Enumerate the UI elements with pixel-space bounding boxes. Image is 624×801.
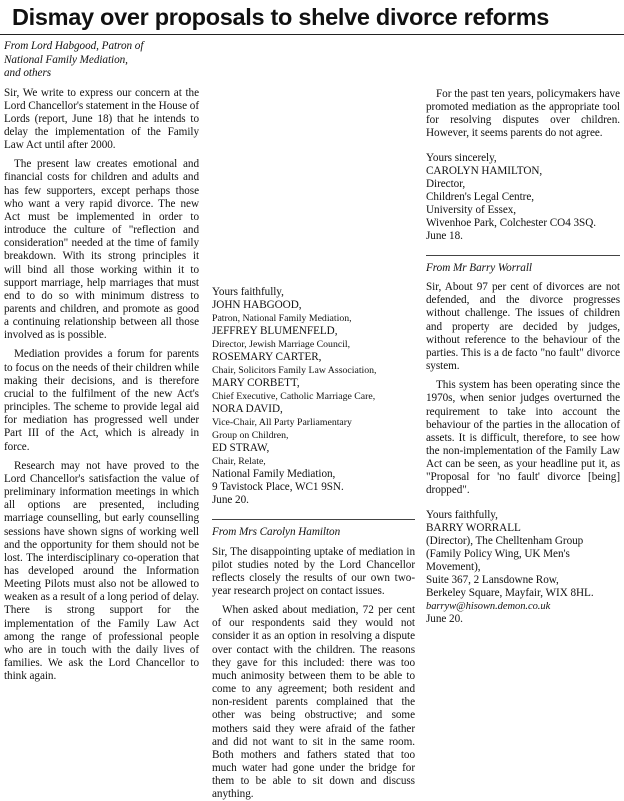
letter1-signatures: Yours faithfully, JOHN HABGOOD, Patron, National Family Mediation, JEFFREY BLUMENFELD, Director, Jewish Marriage Council, ROSEMARY CARTER, Chair, Solicitors Family Law Association, MARY CORBETT, Chief Executive, Catholic Marriage Care, NORA DAVID, Vice-Chair, All Party Parliamentary Group on Children, ED STRAW, Chair, Relate, National Family Mediation, 9 Tavistock Place, WC1 9SN. June 20. xyxy=(212,286,415,507)
letter2-byline: From Mrs Carolyn Hamilton xyxy=(212,526,341,538)
letter2-signature: Yours sincerely, CAROLYN HAMILTON, Director, Children's Legal Centre, University of Essex, Wivenhoe Park, Colchester CO4 3SQ. June 18. xyxy=(426,151,596,242)
letter1-byline: From Lord Habgood, Patron of National Family Mediation, and others xyxy=(4,40,144,79)
letter1-paragraph: Research may not have proved to the Lord Chancellor's satisfaction the value of preliminary information meetings in which all options are presented, including marriage counselling, but early counselling sessions have shown signs of working well and the opportunity for them should not be lost. The interdisciplinary co-operation that has developed around the Information Meeting Pilots must also not be allowed to weaken as a result of a long period of delay. There is strong support for the implementation of the Family Law Act among the range of professional people who are in touch with the daily lives of families. We ask the Lord Chancellor to think again. xyxy=(4,459,199,683)
letter1-signoff: Yours faithfully, xyxy=(212,286,284,298)
letter3-email: barryw@hisown.demon.co.uk xyxy=(426,600,551,612)
column-1 xyxy=(4,36,199,683)
letter3-paragraph: This system has been operating since the 1970s, when senior judges overturned the requirement to take into account the behaviour of the parties in the allocation of assets. It is difficult, therefore, to see how the non-implementation of the Family Law Act can be seen, as your headline put it, as "Proposal for 'no fault' divorce [being] dropped". xyxy=(426,379,620,497)
letter1-date: June 20. xyxy=(212,494,249,506)
letter2-continuation-space xyxy=(426,36,620,88)
letter3-byline: From Mr Barry Worrall xyxy=(426,261,532,274)
letter1-paragraph: The present law creates emotional and financial costs for children and adults and has few supporters, except perhaps those who want a very rapid divorce. The new Act must be implemented in order to introduce the culture of "reflection and consideration" needed at the time of family breakdown. With its strong principles it will bind all those working within it to support marriage, help marriages that must end to do so with minimum distress to parents and children, and promote as good a continuing relationship between all those involved as is possible. xyxy=(4,158,199,342)
letter-separator xyxy=(212,519,415,520)
column-3 xyxy=(426,36,620,625)
letter3-date: June 20. xyxy=(426,612,463,625)
headline-rule xyxy=(0,34,624,35)
column-2 xyxy=(212,36,415,801)
letter2-paragraph: When asked about mediation, 72 per cent of our respondents said they would not consider it as an option in resolving a dispute over contact with the children. The reasons they gave for this included: there was too much animosity between them to be able to come to any agreement; both resident and non-resident parents complained that the other was being obstructive; and some mothers said they were afraid of the father and did not want to sit in the same room. Both mothers and fathers stated that too much water had gone under the bridge for them to be able to sit down and discuss anything. xyxy=(212,604,415,801)
letter1-paragraph: Sir, We write to express our concern at the Lord Chancellor's statement in the House of Lords (report, June 18) that he intends to delay the implementation of the Family Law Act until after 2000. xyxy=(4,86,199,152)
letter-separator xyxy=(426,255,620,256)
letter1-continuation-space xyxy=(212,36,415,272)
letter2-paragraph: Sir, The disappointing uptake of mediation in pilot studies noted by the Lord Chancellor reflects closely the results of our own two-year research project on contact issues. xyxy=(212,545,415,597)
headline: Dismay over proposals to shelve divorce reforms xyxy=(12,4,550,30)
letter3-paragraph: Sir, About 97 per cent of divorces are not defended, and the divorce progresses without challenge. The issues of children and property are decided by judges, without reference to the behaviour of the parties. This is a de facto "no fault" divorce system. xyxy=(426,281,620,373)
letter3-signature: Yours faithfully, BARRY WORRALL (Director), The Chelltenham Group (Family Policy Wing, UK Men's Movement), Suite 367, 2 Lansdowne Row, Berkeley Square, Mayfair, WIX 8HL. barryw@hisown.demon.co.uk June 20. xyxy=(426,509,620,626)
letter1-paragraph: Mediation provides a forum for parents to focus on the needs of their children while making their decisions, and is therefore crucial to the fulfilment of the new Act's principles. The scheme to provide legal aid for mediation has progressed well under Part III of the Act, which is already in force. xyxy=(4,348,199,453)
letter2-paragraph: For the past ten years, policymakers have promoted mediation as the appropriate tool for resolving disputes over children. However, it seems parents do not agree. xyxy=(426,88,620,140)
